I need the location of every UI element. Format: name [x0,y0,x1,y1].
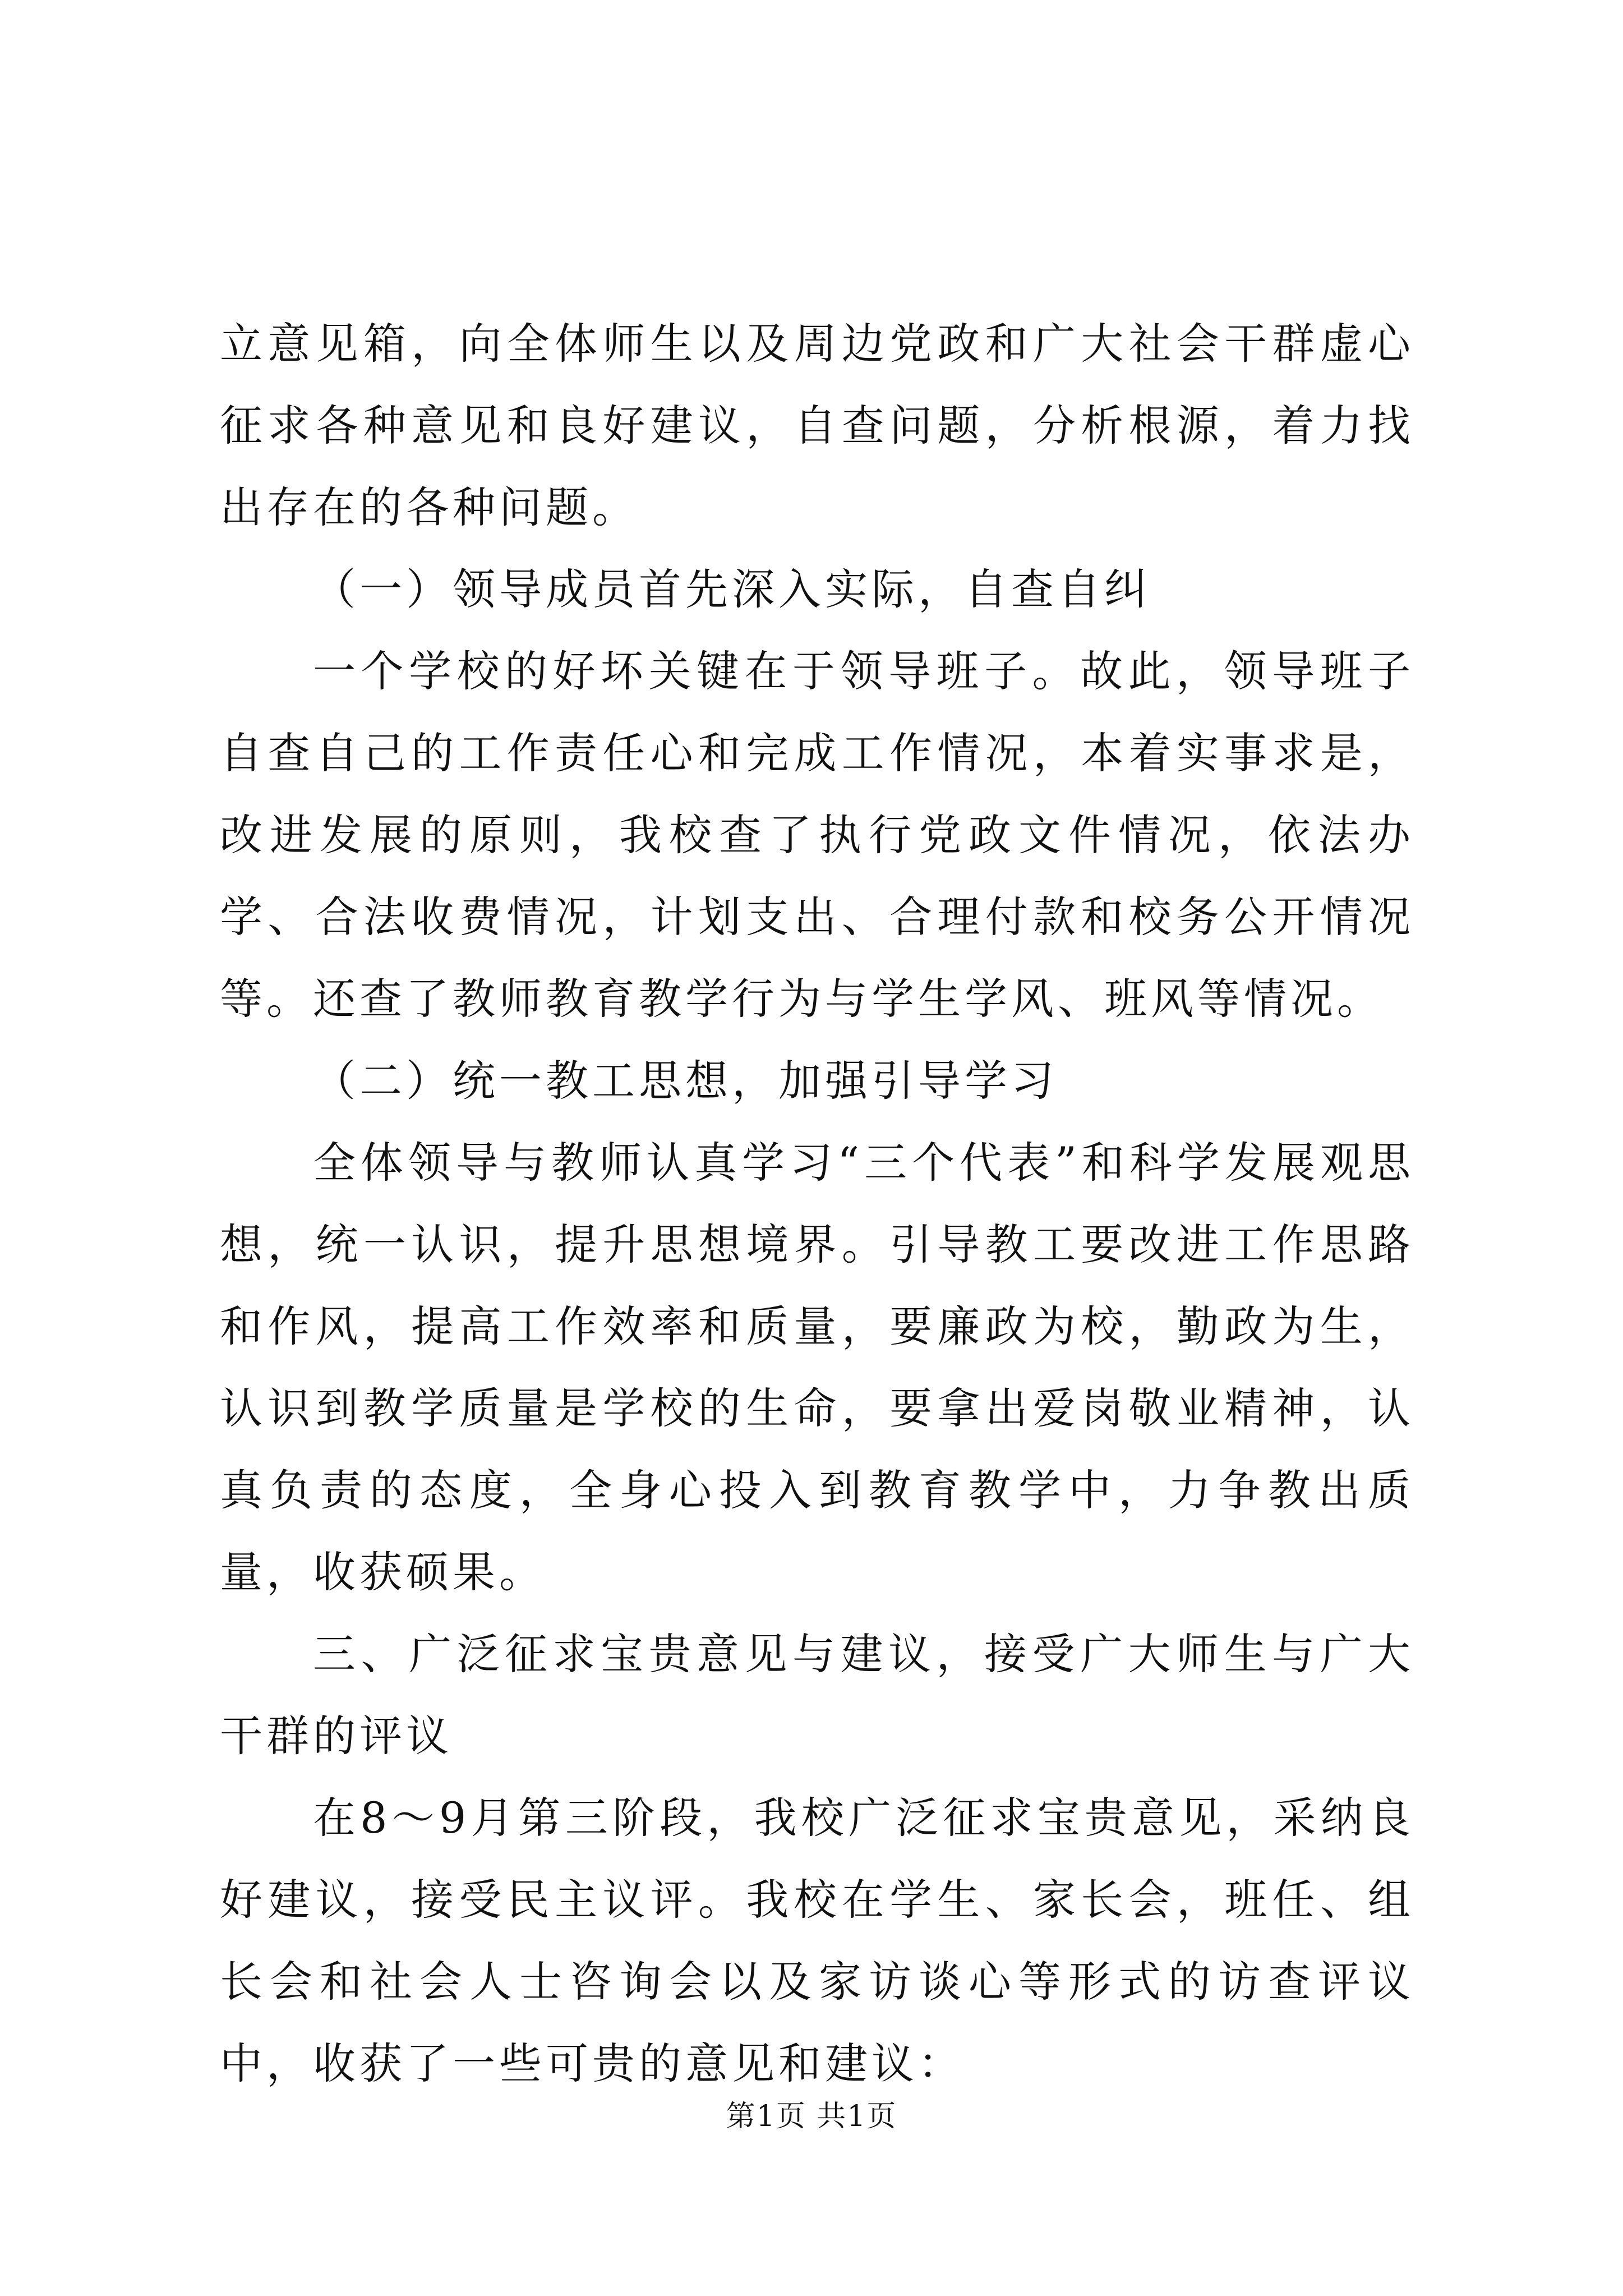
heading-solicit-opinions: 三、广泛征求宝贵意见与建议，接受广大师生与广大干群的评议 [220,1629,1414,1761]
paragraph-unify-thinking: 全体领导与教师认真学习“三个代表”和科学发展观思想，统一认识，提升思想境界。引导教工要改进工作思路和作风，提高工作效率和质量，要廉政为校，勤政为生，认识到教学质量是学校的生命，要拿出爱岗敬业精神，认真负责的态度，全身心投入到教育教学中，力争教出质量，收获硕果。 [220,1138,1414,1597]
paragraph-leadership-self-check: 一个学校的好坏关键在于领导班子。故此，领导班子自查自己的工作责任心和完成工作情况，本着实事求是，改进发展的原则，我校查了执行党政文件情况，依法办学、合法收费情况，计划支出、合理付款和校务公开情况等。还查了教师教育教学行为与学生学风、班风等情况。 [220,646,1414,1024]
page-footer: 第1页 共1页 [726,2100,897,2133]
paragraph-suggestion-box: 立意见箱，向全体师生以及周边党政和广大社会干群虚心征求各种意见和良好建议，自查问题，分析根源，着力找出存在的各种问题。 [220,319,1414,532]
heading-leadership-self-check: （一）领导成员首先深入实际，自查自纠 [313,564,1151,614]
paragraph-solicit-opinions: 在8～9月第三阶段，我校广泛征求宝贵意见，采纳良好建议，接受民主议评。我校在学生、家长会，班任、组长会和社会人士咨询会以及家访谈心等形式的访查评议中，收获了一些可贵的意见和建议： [220,1793,1414,2088]
document-body [220,303,1414,2105]
heading-unify-thinking: （二）统一教工思想，加强引导学习 [313,1056,1058,1106]
